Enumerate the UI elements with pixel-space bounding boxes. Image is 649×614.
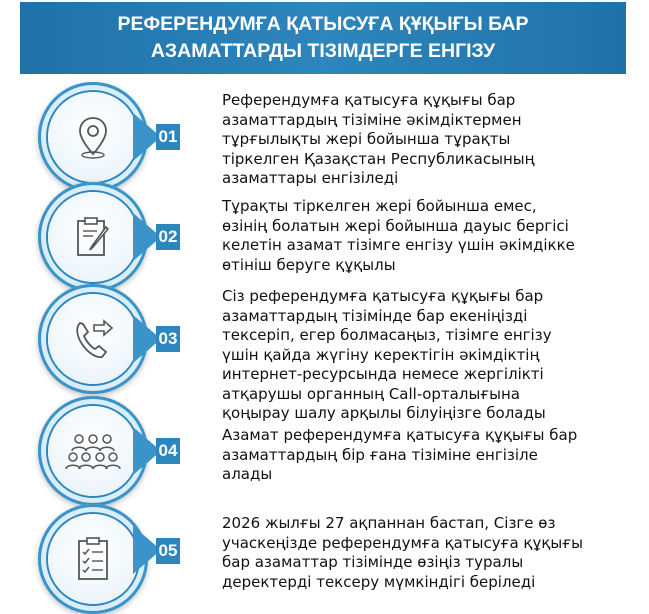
step-1-circle	[38, 82, 148, 192]
step-3-circle	[38, 284, 148, 394]
step-1-number: 01	[156, 124, 180, 150]
location-pin-icon	[76, 115, 110, 159]
title-line-1: РЕФЕРЕНДУМҒА ҚАТЫСУҒА ҚҰҚЫҒЫ БАР	[117, 13, 529, 35]
page-title-banner	[20, 2, 626, 74]
checklist-icon	[73, 536, 113, 582]
step-2-text: Тұрақты тіркелген жері бойынша емес, өзінің болатын жері бойынша дауыс бергісі келетін азамат тізімге енгізу үшін әкімдікке өтініш беруге құқылы	[222, 197, 575, 274]
step-4-number: 04	[156, 438, 180, 464]
step-2-number: 02	[156, 224, 180, 250]
step-5-number: 05	[156, 538, 180, 564]
step-4-circle	[38, 396, 148, 506]
step-5-text: 2026 жылғы 27 ақпаннан бастап, Сізге өз учаскеңізде референдумға қатысуға құқығы бар азаматтар тізімінде өзіңіз туралы деректерді тексеру мүмкіндігі беріледі	[222, 514, 583, 591]
step-3-number: 03	[156, 326, 180, 352]
people-group-icon	[65, 431, 121, 471]
step-2-circle	[38, 182, 148, 292]
phone-call-icon	[72, 317, 114, 361]
step-4-text: Азамат референдумға қатысуға құқығы бар азаматтардың бір ғана тізіміне енгізіле алады	[222, 426, 578, 483]
step-5-circle	[38, 504, 148, 614]
clipboard-pen-icon	[73, 215, 113, 259]
title-line-2: АЗАМАТТАРДЫ ТІЗІМДЕРГЕ ЕНГІЗУ	[150, 40, 496, 62]
step-1-text: Референдумға қатысуға құқығы бар азаматтардың тізіміне әкімдіктермен тұрғылықты жері бойынша тұрақты тіркелген Қазақстан Республикасының азаматтары енгізіледі	[222, 91, 535, 187]
step-3-text: Сіз референдумға қатысуға құқығы бар азаматтардың тізімінде бар екеніңізді тексеріп, егер болмасаңыз, тізімге енгізу үшін қайда жүгіну керектігін әкімдіктің интернет-ресурсында немесе жергілікті атқарушы органның Call-орталығына қоңырау шалу арқылы білуіңізге болады	[222, 287, 552, 422]
